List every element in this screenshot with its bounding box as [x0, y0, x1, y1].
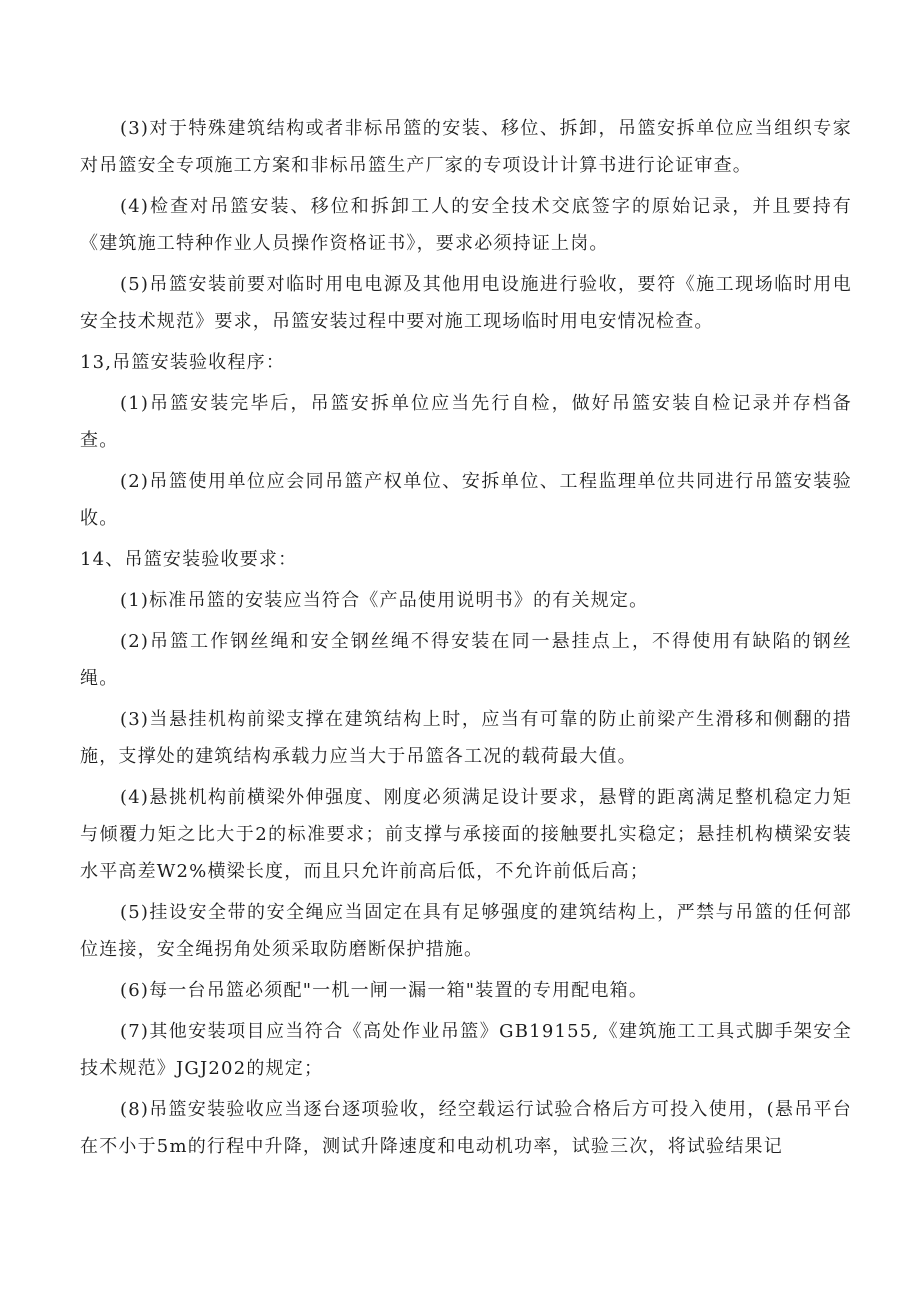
paragraph-item-5-temporary-power: (5)吊篮安装前要对临时用电电源及其他用电设施进行验收，要符《施工现场临时用电安全技术规范》要求，吊篮安装过程中要对施工现场临时用电安情况检查。	[80, 274, 852, 332]
section-heading-13-acceptance-procedure: 13,吊篮安装验收程序：	[80, 352, 286, 373]
paragraph-item-1-product-manual: (1)标准吊篮的安装应当符合《产品使用说明书》的有关规定。	[120, 590, 649, 611]
paragraph-item-6-distribution-box: (6)每一台吊篮必须配"一机一闸一漏一箱"装置的专用配电箱。	[120, 980, 649, 1001]
paragraph-item-2-joint-acceptance: (2)吊篮使用单位应会同吊篮产权单位、安拆单位、工程监理单位共同进行吊篮安装验收。	[80, 471, 852, 529]
paragraph-item-4-worker-certificate: (4)检查对吊篮安装、移位和拆卸工人的安全技术交底签字的原始记录，并且要持有《建筑施工特种作业人员操作资格证书》，要求必须持证上岗。	[80, 196, 852, 254]
document-body	[80, 110, 852, 1169]
paragraph-item-2-wire-ropes: (2)吊篮工作钢丝绳和安全钢丝绳不得安装在同一悬挂点上，不得使用有缺陷的钢丝绳。	[80, 631, 852, 689]
paragraph-item-3-expert-review: (3)对于特殊建筑结构或者非标吊篮的安装、移位、拆卸，吊篮安拆单位应当组织专家对吊篮安全专项施工方案和非标吊篮生产厂家的专项设计计算书进行论证审查。	[80, 118, 852, 176]
section-heading-14-acceptance-requirements: 14、吊篮安装验收要求：	[80, 549, 298, 570]
paragraph-item-1-self-inspection: (1)吊篮安装完毕后，吊篮安拆单位应当先行自检，做好吊篮安装自检记录并存档备查。	[80, 393, 852, 451]
paragraph-item-7-standards: (7)其他安装项目应当符合《高处作业吊篮》GB19155,《建筑施工工具式脚手架安全技术规范》JGJ202的规定；	[80, 1021, 852, 1079]
paragraph-item-3-front-beam-support: (3)当悬挂机构前梁支撑在建筑结构上时，应当有可靠的防止前梁产生滑移和侧翻的措施，支撑处的建筑结构承载力应当大于吊篮各工况的载荷最大值。	[80, 709, 852, 767]
paragraph-item-8-load-test: (8)吊篮安装验收应当逐台逐项验收，经空载运行试验合格后方可投入使用，(悬吊平台在不小于5m的行程中升降，测试升降速度和电动机功率，试验三次，将试验结果记	[80, 1099, 852, 1157]
paragraph-item-5-safety-rope: (5)挂设安全带的安全绳应当固定在具有足够强度的建筑结构上，严禁与吊篮的任何部位连接，安全绳拐角处须采取防磨断保护措施。	[80, 902, 852, 960]
paragraph-item-4-cantilever-beam: (4)悬挑机构前横梁外伸强度、刚度必须满足设计要求，悬臂的距离满足整机稳定力矩与倾覆力矩之比大于2的标准要求；前支撑与承接面的接触要扎实稳定；悬挂机构横梁安装水平高差W2%横梁长度，而且只允许前高后低，不允许前低后高；	[80, 787, 852, 882]
